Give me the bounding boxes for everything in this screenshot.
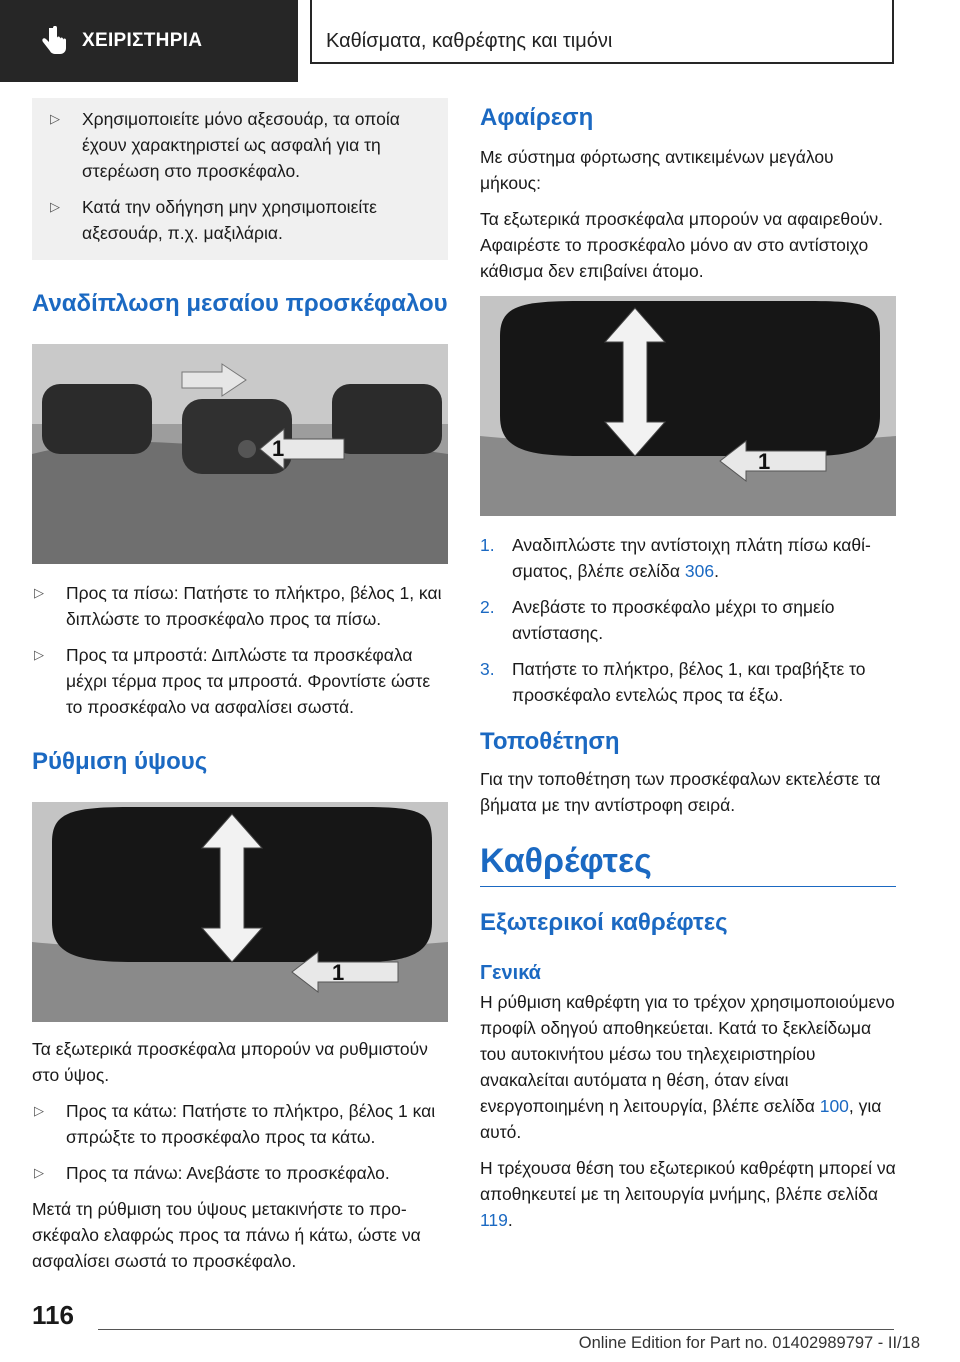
left-column bbox=[32, 98, 448, 1284]
section-heading-height: Ρύθμιση ύψους bbox=[32, 748, 208, 775]
list-item: 1. Αναδιπλώστε την αντίστοιχη πλάτη πίσω καθίσματος, βλέπε σελίδα 306. bbox=[480, 535, 871, 581]
page-link[interactable]: 306 bbox=[684, 561, 715, 581]
triangle-bullet-icon: ▷ bbox=[34, 1103, 44, 1118]
manual-section-title: ΧΕΙΡΙΣΤΗΡΙΑ bbox=[82, 30, 203, 51]
triangle-bullet-icon: ▷ bbox=[50, 111, 60, 126]
callout-label: 1 bbox=[332, 960, 345, 985]
callout-label: 1 bbox=[758, 449, 771, 474]
triangle-bullet-icon: ▷ bbox=[50, 199, 60, 214]
manual-section-tab bbox=[0, 0, 298, 82]
list-item: 3. Πατήστε το πλήκτρο, βέλος 1, και τραβήξτε το προσκέφαλο εντελώς προς τα έξω. bbox=[480, 659, 866, 705]
memory-paragraph: Η τρέχουσα θέση του εξωτερικού καθρέφτη μπορεί να αποθηκευτεί με τη λειτουργία μνήμης, βλέπε σελίδα 119. bbox=[480, 1158, 896, 1230]
triangle-bullet-icon: ▷ bbox=[34, 1165, 44, 1180]
general-paragraph: Η ρύθμιση καθρέφτη για το τρέχον χρησιμοποιούμενο προφίλ οδηγού αποθηκεύεται. Κατά το ξεκλείδωμα του αυτοκινήτου μέσω του τηλεχειριστηρίου ανακαλείται αυτόματα η θέση, όταν είναι ενεργοποιημένη η λειτουργία, βλέπε σελίδα 100, για αυτό. bbox=[480, 992, 895, 1142]
chapter-heading-mirrors: Καθρέφτες bbox=[480, 842, 652, 880]
section-heading-exterior-mirrors: Εξωτερικοί καθρέφτες bbox=[480, 909, 728, 936]
install-text: Για την τοποθέτηση των προσκέφαλων εκτελέστε τα βήματα με την αντίστροφη σειρά. bbox=[480, 769, 881, 815]
triangle-bullet-icon: ▷ bbox=[34, 647, 44, 662]
height-intro: Τα εξωτερικά προσκέφαλα μπορούν να ρυθμιστούν στο ύψος. bbox=[32, 1039, 428, 1085]
page-link[interactable]: 119 bbox=[480, 1210, 508, 1230]
hand-pointer-icon bbox=[40, 26, 68, 56]
footer-rule bbox=[98, 1329, 894, 1330]
height-adjust-image bbox=[32, 802, 448, 1022]
section-heading-fold: Αναδίπλωση μεσαίου προσκέφαλου bbox=[32, 290, 448, 317]
triangle-bullet-icon: ▷ bbox=[34, 585, 44, 600]
list-item: ▷ Προς τα πάνω: Ανεβάστε το προσκέφαλο. bbox=[32, 1160, 448, 1186]
list-item: ▷ Προς τα πίσω: Πατήστε το πλήκτρο, βέλος 1, και διπλώστε το προσκέφαλο προς τα πίσω. bbox=[32, 580, 448, 632]
height-outro: Μετά τη ρύθμιση του ύψους μετακινήστε το προσκέφαλο ελαφρώς προς τα πάνω ή κάτω, ώστε να ασφαλίσει σωστά το προσκέφαλο. bbox=[32, 1199, 421, 1271]
callout-label: 1 bbox=[272, 436, 285, 461]
list-item: ▷ Προς τα μπροστά: Διπλώστε τα προσκέφαλα μέχρι τέρμα προς τα μπροστά. Φροντίστε ώστε το προσκέφαλο να ασφαλίσει σωστά. bbox=[32, 642, 448, 720]
chapter-header bbox=[310, 0, 894, 64]
section-heading-remove: Αφαίρεση bbox=[480, 104, 594, 131]
footer-edition: Online Edition for Part no. 01402989797 - II/18 bbox=[578, 1334, 920, 1352]
remove-headrest-image bbox=[480, 296, 896, 516]
chapter-heading-rule bbox=[480, 840, 896, 887]
page-number: 116 bbox=[32, 1300, 74, 1330]
fold-headrest-image bbox=[32, 344, 448, 564]
list-item: 2. Ανεβάστε το προσκέφαλο μέχρι το σημείο αντίστασης. bbox=[480, 597, 835, 643]
remove-intro: Με σύστημα φόρτωσης αντικειμένων μεγάλου μήκους: bbox=[480, 147, 834, 193]
remove-description: Τα εξωτερικά προσκέφαλα μπορούν να αφαιρεθούν. Αφαιρέστε το προσκέφαλο μόνο αν στο αντίστοιχο κάθισμα δεν επιβαίνει άτομο. bbox=[480, 209, 884, 281]
section-heading-install: Τοποθέτηση bbox=[480, 728, 620, 755]
list-item: ▷ Χρησιμοποιείτε μόνο αξεσουάρ, τα οποία έχουν χαρακτηριστεί ως ασφαλή για τη στερέωση στο προσκέφαλο. bbox=[48, 106, 430, 184]
right-column bbox=[480, 102, 896, 1243]
list-item: ▷ Κατά την οδήγηση μην χρησιμοποιείτε αξεσουάρ, π.χ. μαξιλάρια. bbox=[48, 194, 430, 246]
chapter-title: Καθίσματα, καθρέφτης και τιμόνι bbox=[326, 30, 613, 52]
subsection-heading-general: Γενικά bbox=[480, 962, 541, 984]
list-item: ▷ Προς τα κάτω: Πατήστε το πλήκτρο, βέλος 1 και σπρώξτε το προσκέφαλο προς τα κάτω. bbox=[32, 1098, 448, 1150]
page-link[interactable]: 100 bbox=[819, 1096, 849, 1116]
safety-note-box bbox=[32, 98, 448, 260]
